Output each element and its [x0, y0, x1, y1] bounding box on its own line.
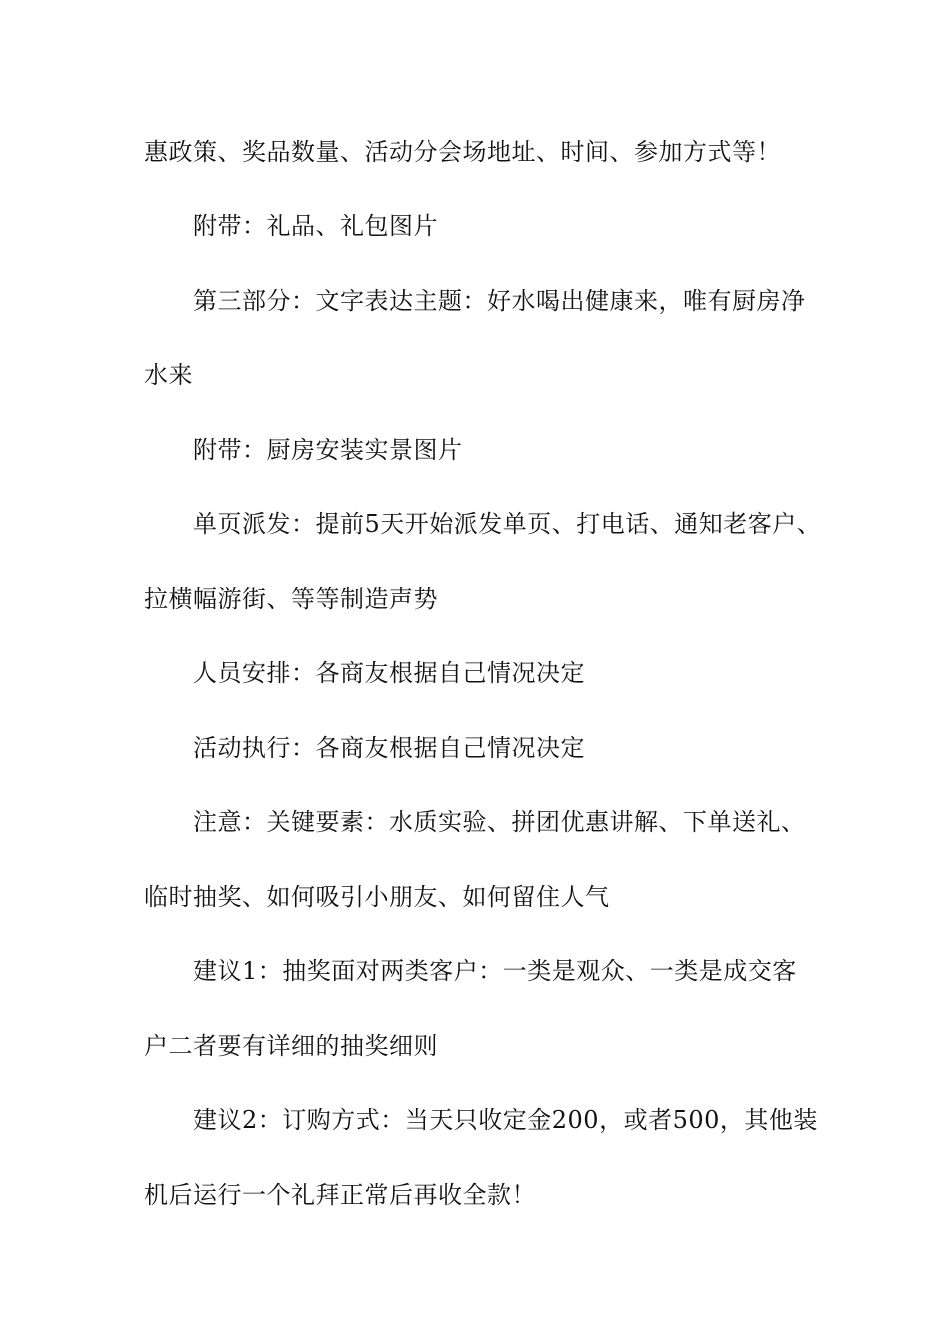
paragraph-line-5: 附带：厨房安装实景图片 — [193, 436, 463, 464]
paragraph-line-15: 机后运行一个礼拜正常后再收全款！ — [144, 1181, 536, 1209]
paragraph-line-2: 附带：礼品、礼包图片 — [193, 212, 438, 240]
paragraph-line-8: 人员安排：各商友根据自己情况决定 — [193, 659, 585, 687]
paragraph-line-12: 建议1：抽奖面对两类客户：一类是观众、一类是成交客 — [193, 957, 797, 985]
paragraph-line-13: 户二者要有详细的抽奖细则 — [144, 1032, 438, 1060]
paragraph-line-14: 建议2：订购方式：当天只收定金200，或者500，其他装 — [193, 1106, 818, 1134]
paragraph-line-9: 活动执行：各商友根据自己情况决定 — [193, 734, 585, 762]
paragraph-line-4: 水来 — [144, 361, 193, 389]
paragraph-line-10: 注意：关键要素：水质实验、拼团优惠讲解、下单送礼、 — [193, 808, 806, 836]
paragraph-line-6: 单页派发：提前5天开始派发单页、打电话、通知老客户、 — [193, 510, 822, 538]
paragraph-line-7: 拉横幅游街、等等制造声势 — [144, 585, 438, 613]
paragraph-line-1: 惠政策、奖品数量、活动分会场地址、时间、参加方式等！ — [144, 138, 781, 166]
paragraph-line-3: 第三部分：文字表达主题：好水喝出健康来，唯有厨房净 — [193, 287, 806, 315]
paragraph-line-11: 临时抽奖、如何吸引小朋友、如何留住人气 — [144, 883, 610, 911]
